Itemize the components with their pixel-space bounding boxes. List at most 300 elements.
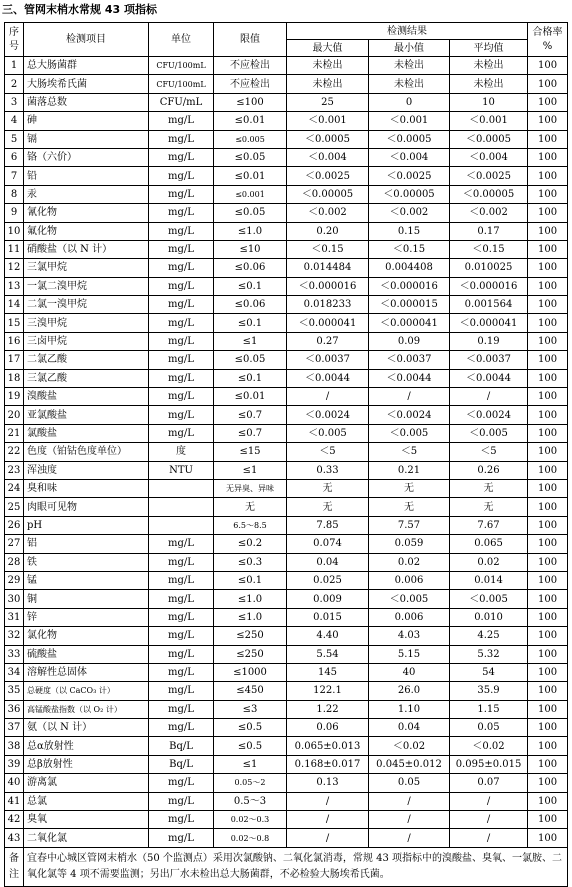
row-seq: 39 [5,755,24,773]
row-max: 0.13 [287,774,369,792]
row-item: 锌 [24,608,149,626]
section-title: 三、管网末梢水常规 43 项指标 [2,3,157,16]
row-unit: mg/L [149,553,214,571]
row-item: 色度（铂钴色度单位） [24,443,149,461]
row-pass-rate: 100 [528,663,568,681]
row-item: 三卤甲烷 [24,332,149,350]
row-seq: 10 [5,222,24,240]
row-item: 砷 [24,112,149,130]
row-avg: 4.25 [450,627,528,645]
row-max: ＜0.0037 [287,351,369,369]
note-row [5,847,568,886]
row-pass-rate: 100 [528,369,568,387]
row-seq: 35 [5,682,24,700]
row-limit: ≤100 [214,93,287,111]
row-item: 氯化物 [24,627,149,645]
row-max: / [287,792,369,810]
row-min: ＜0.15 [369,240,450,258]
row-unit: mg/L [149,774,214,792]
header-limit: 限值 [214,23,287,57]
row-seq: 37 [5,719,24,737]
row-pass-rate: 100 [528,755,568,773]
row-max: ＜0.001 [287,112,369,130]
table-row [5,755,568,773]
row-max: 未检出 [287,57,369,75]
row-item: 臭和味 [24,479,149,497]
row-max: 无 [287,498,369,516]
table-row [5,792,568,810]
row-limit: 0.05～2 [214,774,287,792]
row-avg: ＜0.005 [450,424,528,442]
row-pass-rate: 100 [528,332,568,350]
row-limit: ≤0.1 [214,369,287,387]
header-seq: 序号 [5,23,24,57]
row-avg: / [450,792,528,810]
row-unit: mg/L [149,277,214,295]
row-seq: 5 [5,130,24,148]
row-pass-rate: 100 [528,571,568,589]
row-min: 0.02 [369,553,450,571]
row-pass-rate: 100 [528,461,568,479]
row-max: 0.014484 [287,259,369,277]
table-row [5,461,568,479]
row-avg: ＜0.001 [450,112,528,130]
row-min: / [369,792,450,810]
row-item: 硫酸盐 [24,645,149,663]
row-min: ＜0.0025 [369,167,450,185]
row-item: 铬（六价） [24,148,149,166]
row-limit: ≤0.001 [214,185,287,203]
row-limit: ≤0.01 [214,167,287,185]
table-row [5,406,568,424]
row-min: ＜0.000041 [369,314,450,332]
row-min: 无 [369,498,450,516]
row-max: / [287,811,369,829]
row-seq: 13 [5,277,24,295]
row-item: pH [24,516,149,534]
row-avg: / [450,388,528,406]
row-limit: ≤0.2 [214,535,287,553]
row-seq: 28 [5,553,24,571]
table-row [5,737,568,755]
row-max: 0.20 [287,222,369,240]
row-limit: ≤1000 [214,663,287,681]
table-row [5,222,568,240]
row-seq: 17 [5,351,24,369]
row-limit: ≤0.06 [214,296,287,314]
row-item: 臭氧 [24,811,149,829]
row-seq: 14 [5,296,24,314]
row-avg: 0.010 [450,608,528,626]
row-seq: 8 [5,185,24,203]
table-row [5,700,568,718]
row-item: 浑浊度 [24,461,149,479]
row-pass-rate: 100 [528,204,568,222]
header-pass-rate [528,23,568,57]
row-unit: mg/L [149,571,214,589]
row-avg: 未检出 [450,57,528,75]
row-pass-rate: 100 [528,645,568,663]
row-unit: mg/L [149,388,214,406]
table-row [5,204,568,222]
row-avg: ＜0.0024 [450,406,528,424]
row-min: 0.059 [369,535,450,553]
table-row [5,443,568,461]
row-min: ＜0.0024 [369,406,450,424]
row-item: 三氯乙酸 [24,369,149,387]
row-unit: mg/L [149,112,214,130]
row-unit: mg/L [149,627,214,645]
row-item: 大肠埃希氏菌 [24,75,149,93]
table-row [5,424,568,442]
row-min: 5.15 [369,645,450,663]
row-avg: 未检出 [450,75,528,93]
row-item: 总硬度（以 CaCO₃ 计） [24,682,149,700]
row-item: 总α放射性 [24,737,149,755]
row-item: 三氯甲烷 [24,259,149,277]
row-pass-rate: 100 [528,240,568,258]
row-unit: mg/L [149,424,214,442]
row-min: / [369,811,450,829]
row-item: 游离氯 [24,774,149,792]
row-max: 5.54 [287,645,369,663]
row-avg: ＜0.000016 [450,277,528,295]
row-pass-rate: 100 [528,112,568,130]
table-row [5,682,568,700]
row-limit: ≤0.3 [214,553,287,571]
row-max: 0.27 [287,332,369,350]
row-unit: mg/L [149,148,214,166]
row-item: 锰 [24,571,149,589]
row-pass-rate: 100 [528,277,568,295]
row-unit: mg/L [149,351,214,369]
row-max: 无 [287,479,369,497]
row-item: 亚氯酸盐 [24,406,149,424]
row-max: ＜0.00005 [287,185,369,203]
row-unit: mg/L [149,663,214,681]
row-seq: 9 [5,204,24,222]
row-avg: 0.010025 [450,259,528,277]
header-min: 最小值 [369,40,450,57]
row-pass-rate: 100 [528,130,568,148]
row-unit: mg/L [149,719,214,737]
row-max: ＜0.0005 [287,130,369,148]
table-row [5,590,568,608]
header-pass-rate-unit: % [542,40,553,52]
table-row [5,240,568,258]
row-item: 铅 [24,167,149,185]
table-row [5,369,568,387]
row-limit: ≤0.7 [214,406,287,424]
row-unit: mg/L [149,222,214,240]
table-row [5,571,568,589]
table-row [5,75,568,93]
note-text: 宜春中心城区管网末梢水（50 个监测点）采用次氯酸钠、二氧化氯消毒，常规 43 项指标中的溴酸盐、臭氧、一氯胺、二氧化氯等 4 项不需要监测；另出厂水未检出总大肠菌群，不必检验大肠埃希氏菌。 [24,847,568,886]
row-limit: ≤15 [214,443,287,461]
row-item: 肉眼可见物 [24,498,149,516]
row-max: 7.85 [287,516,369,534]
row-seq: 40 [5,774,24,792]
row-limit: ≤1 [214,461,287,479]
row-min: ＜0.02 [369,737,450,755]
row-pass-rate: 100 [528,185,568,203]
row-max: ＜0.0025 [287,167,369,185]
row-pass-rate: 100 [528,351,568,369]
row-min: 1.10 [369,700,450,718]
row-item: 溶解性总固体 [24,663,149,681]
table-row [5,645,568,663]
row-limit: 无 [214,498,287,516]
row-min: / [369,388,450,406]
row-limit: ≤1 [214,332,287,350]
row-min: 0.05 [369,774,450,792]
table-row [5,148,568,166]
row-seq: 7 [5,167,24,185]
row-seq: 36 [5,700,24,718]
row-pass-rate: 100 [528,479,568,497]
row-item: 氟化物 [24,222,149,240]
row-unit: mg/L [149,608,214,626]
row-unit: mg/L [149,829,214,847]
row-max: 1.22 [287,700,369,718]
row-pass-rate: 100 [528,590,568,608]
row-max: 122.1 [287,682,369,700]
table-row [5,479,568,497]
row-unit: mg/L [149,167,214,185]
header-unit: 单位 [149,23,214,57]
row-seq: 19 [5,388,24,406]
row-limit: ≤450 [214,682,287,700]
row-avg: 0.26 [450,461,528,479]
row-limit: 无异臭、异味 [214,479,287,497]
row-pass-rate: 100 [528,167,568,185]
row-unit: mg/L [149,314,214,332]
row-pass-rate: 100 [528,627,568,645]
row-seq: 26 [5,516,24,534]
row-max: ＜0.004 [287,148,369,166]
row-unit: CFU/mL [149,93,214,111]
row-limit: ≤0.05 [214,148,287,166]
row-max: 145 [287,663,369,681]
row-seq: 30 [5,590,24,608]
table-row [5,314,568,332]
row-pass-rate: 100 [528,314,568,332]
row-min: / [369,829,450,847]
row-avg: 0.014 [450,571,528,589]
row-max: 0.065±0.013 [287,737,369,755]
row-limit: ≤1 [214,755,287,773]
row-unit: mg/L [149,682,214,700]
row-limit: ≤1.0 [214,590,287,608]
row-seq: 25 [5,498,24,516]
row-pass-rate: 100 [528,608,568,626]
row-seq: 43 [5,829,24,847]
table-row [5,130,568,148]
row-pass-rate: 100 [528,406,568,424]
header-max: 最大值 [287,40,369,57]
table-row [5,811,568,829]
row-min: 0.004408 [369,259,450,277]
row-limit: ≤0.01 [214,388,287,406]
row-unit: mg/L [149,590,214,608]
row-avg: ＜0.0025 [450,167,528,185]
row-min: ＜0.0044 [369,369,450,387]
row-min: 0.006 [369,571,450,589]
row-seq: 3 [5,93,24,111]
row-unit: mg/L [149,204,214,222]
row-min: ＜0.002 [369,204,450,222]
row-limit: ≤0.5 [214,719,287,737]
row-item: 镉 [24,130,149,148]
row-unit: mg/L [149,535,214,553]
row-seq: 38 [5,737,24,755]
row-min: ＜0.001 [369,112,450,130]
row-item: 溴酸盐 [24,388,149,406]
row-unit [149,516,214,534]
row-min: 未检出 [369,75,450,93]
row-limit: ≤0.005 [214,130,287,148]
row-avg: / [450,811,528,829]
row-max: ＜0.0024 [287,406,369,424]
row-item: 硝酸盐（以 N 计） [24,240,149,258]
row-unit: mg/L [149,811,214,829]
row-avg: / [450,829,528,847]
row-limit: 不应检出 [214,75,287,93]
row-avg: ＜0.0044 [450,369,528,387]
row-avg: 0.05 [450,719,528,737]
row-item: 二氯乙酸 [24,351,149,369]
row-seq: 41 [5,792,24,810]
row-unit: mg/L [149,185,214,203]
row-avg: ＜0.000041 [450,314,528,332]
row-max: ＜0.0044 [287,369,369,387]
row-item: 氨（以 N 计） [24,719,149,737]
row-limit: 6.5～8.5 [214,516,287,534]
row-seq: 6 [5,148,24,166]
row-avg: 7.67 [450,516,528,534]
header-avg: 平均值 [450,40,528,57]
table-row [5,112,568,130]
table-row [5,185,568,203]
row-pass-rate: 100 [528,57,568,75]
row-avg: ＜0.005 [450,590,528,608]
row-pass-rate: 100 [528,737,568,755]
row-seq: 18 [5,369,24,387]
row-avg: 5.32 [450,645,528,663]
row-avg: 0.001564 [450,296,528,314]
row-limit: ≤10 [214,240,287,258]
row-max: ＜0.002 [287,204,369,222]
row-min: ＜0.005 [369,590,450,608]
row-max: 0.33 [287,461,369,479]
row-max: ＜0.000016 [287,277,369,295]
row-min: ＜0.004 [369,148,450,166]
row-seq: 23 [5,461,24,479]
row-max: 25 [287,93,369,111]
row-limit: ≤0.05 [214,204,287,222]
row-avg: 0.07 [450,774,528,792]
row-pass-rate: 100 [528,719,568,737]
row-limit: ≤0.7 [214,424,287,442]
row-item: 三溴甲烷 [24,314,149,332]
table-row [5,93,568,111]
table-row [5,498,568,516]
row-min: ＜0.000015 [369,296,450,314]
row-min: ＜0.000016 [369,277,450,295]
row-limit: 0.02～0.8 [214,829,287,847]
row-pass-rate: 100 [528,774,568,792]
row-seq: 27 [5,535,24,553]
row-limit: ≤0.1 [214,277,287,295]
row-item: 高锰酸盐指数（以 O₂ 计） [24,700,149,718]
table-row [5,388,568,406]
row-pass-rate: 100 [528,424,568,442]
row-seq: 31 [5,608,24,626]
row-max: 0.04 [287,553,369,571]
row-item: 氯酸盐 [24,424,149,442]
row-avg: 0.095±0.015 [450,755,528,773]
row-max: 4.40 [287,627,369,645]
row-min: 0.21 [369,461,450,479]
table-row [5,516,568,534]
row-seq: 12 [5,259,24,277]
row-unit: Bq/L [149,737,214,755]
row-seq: 4 [5,112,24,130]
table-row [5,627,568,645]
row-unit: mg/L [149,700,214,718]
row-unit: 度 [149,443,214,461]
row-seq: 2 [5,75,24,93]
row-pass-rate: 100 [528,700,568,718]
table-body [5,57,568,848]
row-item: 菌落总数 [24,93,149,111]
row-max: / [287,829,369,847]
row-avg: ＜0.004 [450,148,528,166]
row-max: 0.018233 [287,296,369,314]
header-item: 检测项目 [24,23,149,57]
row-seq: 24 [5,479,24,497]
row-pass-rate: 100 [528,535,568,553]
row-avg: 0.17 [450,222,528,240]
row-unit: mg/L [149,792,214,810]
row-seq: 33 [5,645,24,663]
row-seq: 20 [5,406,24,424]
row-min: ＜0.005 [369,424,450,442]
row-seq: 29 [5,571,24,589]
row-avg: 35.9 [450,682,528,700]
row-max: 0.009 [287,590,369,608]
row-min: 0 [369,93,450,111]
row-max: / [287,388,369,406]
row-unit: mg/L [149,259,214,277]
row-max: ＜0.005 [287,424,369,442]
table-row [5,535,568,553]
row-item: 二氯一溴甲烷 [24,296,149,314]
table-row [5,663,568,681]
row-avg: 0.19 [450,332,528,350]
row-item: 一氯二溴甲烷 [24,277,149,295]
table-row [5,57,568,75]
row-avg: 1.15 [450,700,528,718]
row-pass-rate: 100 [528,498,568,516]
table-row [5,277,568,295]
row-seq: 15 [5,314,24,332]
row-unit: mg/L [149,369,214,387]
row-limit: ≤0.1 [214,314,287,332]
row-min: ＜0.00005 [369,185,450,203]
row-limit: ≤250 [214,645,287,663]
row-pass-rate: 100 [528,682,568,700]
